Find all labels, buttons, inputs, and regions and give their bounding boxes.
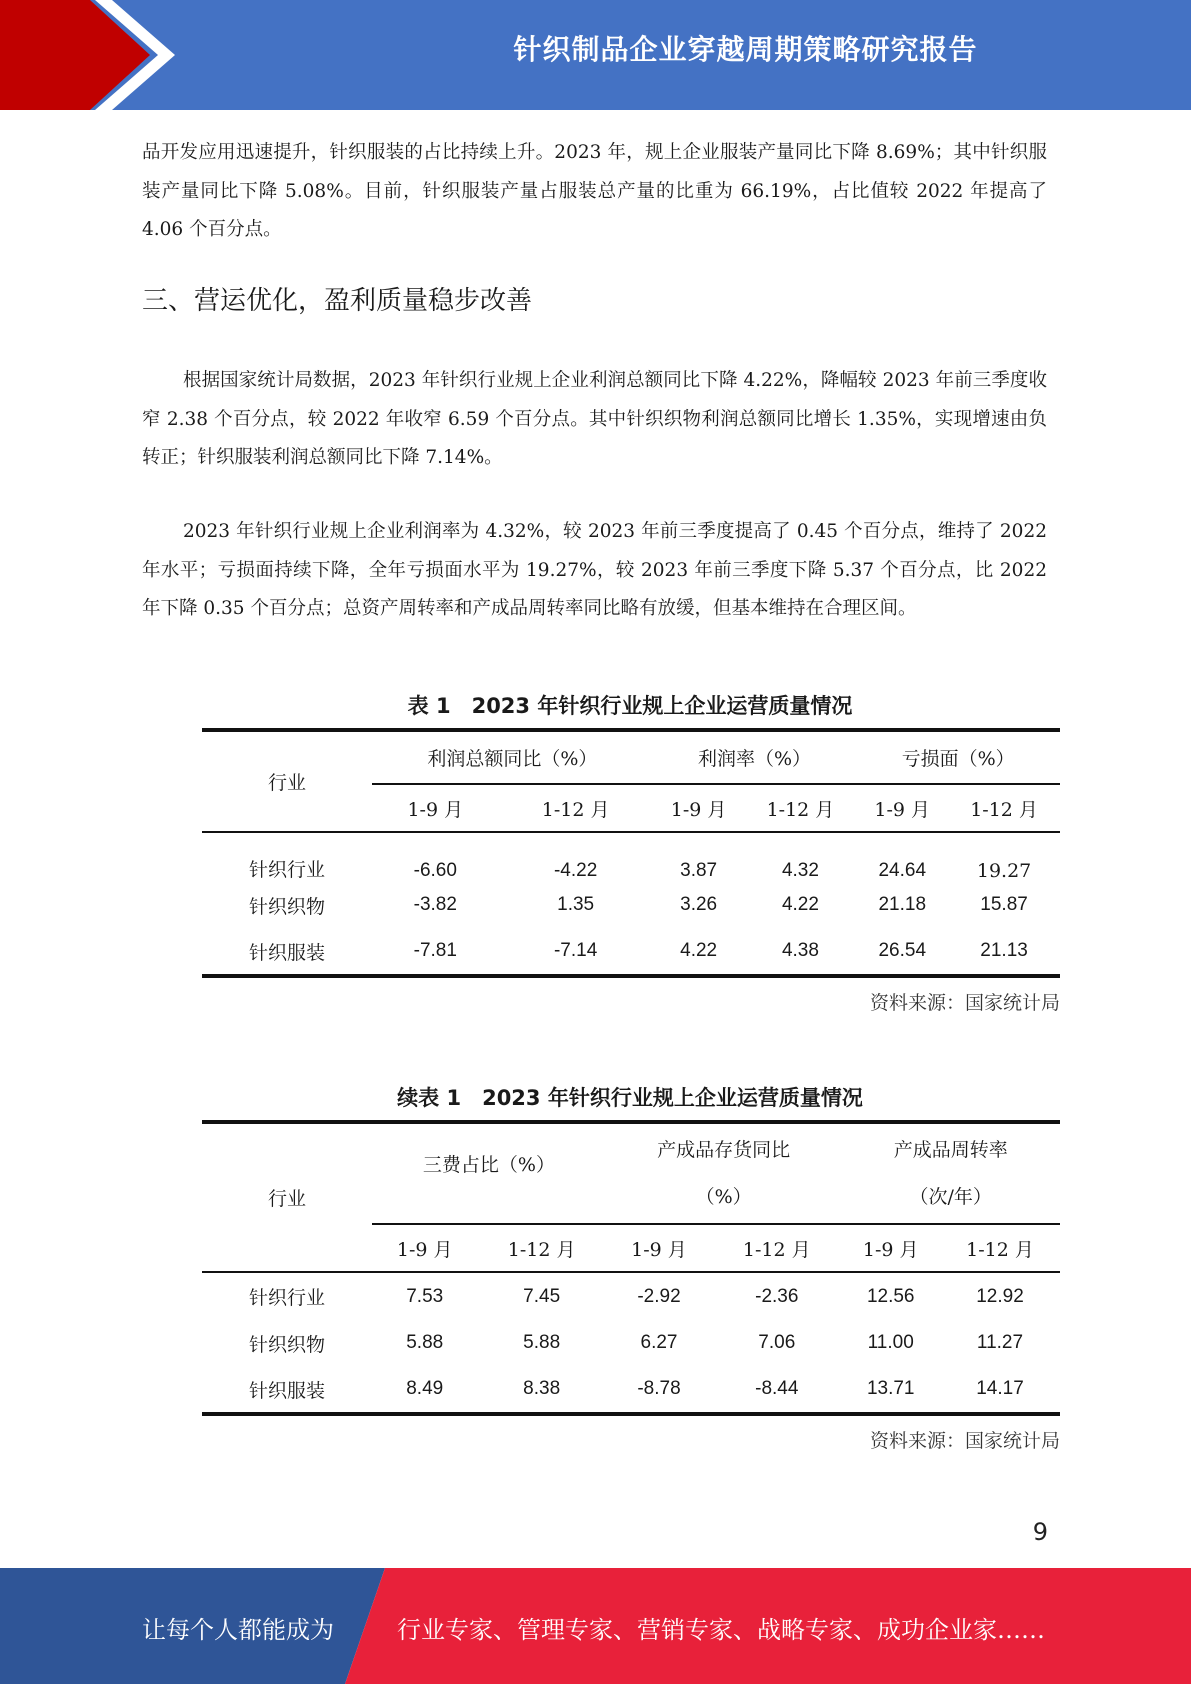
table-1-group-profit: 利润总额同比（%） <box>372 730 653 784</box>
table-cell: 7.53 <box>406 1285 444 1307</box>
table-cell: 13.71 <box>841 1366 940 1414</box>
table-cell: 7.06 <box>758 1332 796 1353</box>
table-cell: 15.87 <box>980 894 1028 915</box>
table-cell: 26.54 <box>856 928 948 976</box>
table-row <box>202 882 1060 928</box>
table-2-industry-header: 行业 <box>202 1122 372 1272</box>
table-2-group-turnover-unit: （次/年） <box>909 1185 992 1208</box>
row-label: 针织织物 <box>248 895 325 918</box>
intro-paragraph-block <box>142 134 1047 250</box>
table-1-industry-header: 行业 <box>202 730 372 832</box>
page-number: 9 <box>1032 1518 1048 1546</box>
profit-paragraph-block <box>142 362 1047 478</box>
table-cell: -4.22 <box>553 860 598 881</box>
table-1-group-margin: 利润率（%） <box>653 730 857 784</box>
table-1-period: 1-12 月 <box>745 784 857 832</box>
table-cell: 3.87 <box>680 860 718 881</box>
table-cell: 4.22 <box>653 928 745 976</box>
table-cell: -8.78 <box>606 1366 712 1414</box>
row-label: 针织织物 <box>248 1333 325 1356</box>
table-cell: -3.82 <box>413 894 457 915</box>
table-cell: 4.22 <box>781 894 819 915</box>
table-2-caption: 续表 1 2023 年针织行业规上企业运营质量情况 <box>397 1086 863 1110</box>
table-1-period: 1-9 月 <box>653 784 745 832</box>
table-2-period: 1-12 月 <box>940 1224 1060 1272</box>
table-2-group-expense <box>372 1122 606 1224</box>
footer-slogan-left: 让每个人都能成为 <box>142 1616 334 1644</box>
table-cell: 21.18 <box>878 894 927 915</box>
table-cell: 8.49 <box>372 1366 477 1414</box>
table-1-caption: 表 1 2023 年针织行业规上企业运营质量情况 <box>407 694 853 718</box>
table-1-period: 1-12 月 <box>499 784 653 832</box>
row-label: 针织服装 <box>202 1366 372 1414</box>
paragraph-1: 品开发应用迅速提升，针织服装的占比持续上升。2023 年，规上企业服装产量同比下降 8.69%；其中针织服装产量同比下降 5.08%。目前，针织服装产量占服装总产量的比重为 66.19%，占比值较 2022 年提高了 4.06 个百分点。 <box>142 142 1047 240</box>
row-label: 针织服装 <box>202 928 372 976</box>
table-cell: 12.56 <box>866 1285 915 1307</box>
row-label: 针织行业 <box>248 859 325 881</box>
table-1-period: 1-9 月 <box>856 784 948 832</box>
table-cell: -2.92 <box>637 1285 681 1307</box>
table-2-group-inventory <box>606 1122 842 1224</box>
table-2 <box>202 1120 1060 1416</box>
table-2-period: 1-9 月 <box>606 1224 712 1272</box>
table-cell: 4.32 <box>781 860 819 881</box>
table-1-period: 1-12 月 <box>948 784 1060 832</box>
table-cell: 5.88 <box>523 1332 561 1353</box>
table-cell: 19.27 <box>976 860 1032 882</box>
table-2-group-inventory-label: 产成品存货同比 <box>657 1138 791 1161</box>
table-1-source: 资料来源：国家统计局 <box>869 992 1060 1014</box>
table-2-group-turnover-label: 产成品周转率 <box>893 1138 1008 1161</box>
footer-slogan-right: 行业专家、管理专家、营销专家、战略专家、成功企业家…… <box>397 1616 1045 1644</box>
page-footer <box>0 1568 1191 1684</box>
table-cell: 11.27 <box>976 1332 1024 1353</box>
table-1 <box>202 728 1060 978</box>
table-2-group-expense-label: 三费占比（%） <box>422 1154 555 1176</box>
table-cell: 24.64 <box>878 860 927 881</box>
table-2-period: 1-9 月 <box>841 1224 940 1272</box>
table-2-period: 1-9 月 <box>372 1224 477 1272</box>
table-cell: -2.36 <box>755 1285 799 1307</box>
table-2-group-turnover <box>841 1122 1060 1224</box>
paragraph-2: 根据国家统计局数据，2023 年针织行业规上企业利润总额同比下降 4.22%，降幅较 2023 年前三季度收窄 2.38 个百分点，较 2022 年收窄 6.59 个百分点。其中针织织物利润总额同比增长 1.35%，实现增速由负转正；针织服装利润总额同比下降 7.14%。 <box>142 370 1047 468</box>
table-2-period: 1-12 月 <box>477 1224 605 1272</box>
table-cell: 12.92 <box>976 1285 1024 1307</box>
table-2-source: 资料来源：国家统计局 <box>869 1430 1060 1452</box>
table-cell: 21.13 <box>948 928 1060 976</box>
table-cell: 1.35 <box>557 894 595 915</box>
table-cell: 7.45 <box>523 1285 561 1307</box>
table-row <box>202 1366 1060 1414</box>
table-cell: 3.26 <box>680 894 718 915</box>
table-cell: -8.44 <box>712 1366 841 1414</box>
table-cell: 8.38 <box>477 1366 605 1414</box>
table-cell: -7.81 <box>372 928 499 976</box>
table-row <box>202 832 1060 882</box>
table-cell: -6.60 <box>413 860 457 881</box>
table-cell: 6.27 <box>640 1332 678 1353</box>
table-1-period: 1-9 月 <box>372 784 499 832</box>
table-1-group-loss: 亏损面（%） <box>856 730 1060 784</box>
table-row <box>202 1320 1060 1366</box>
table-row <box>202 928 1060 976</box>
table-cell: 5.88 <box>406 1332 444 1353</box>
row-label: 针织行业 <box>248 1287 325 1309</box>
paragraph-3: 2023 年针织行业规上企业利润率为 4.32%，较 2023 年前三季度提高了 0.45 个百分点，维持了 2022 年水平；亏损面持续下降，全年亏损面水平为 19.27%，较 2023 年前三季度下降 5.37 个百分点，比 2022 年下降 0.35 个百分点；总资产周转率和产成品周转率同比略有放缓，但基本维持在合理区间。 <box>142 521 1047 619</box>
table-cell: 14.17 <box>940 1366 1060 1414</box>
section-heading: 三、营运优化，盈利质量稳步改善 <box>142 286 533 316</box>
table-2-group-inventory-unit: （%） <box>695 1185 752 1208</box>
table-cell: -7.14 <box>499 928 653 976</box>
report-title: 针织制品企业穿越周期策略研究报告 <box>513 33 978 66</box>
table-cell: 4.38 <box>745 928 857 976</box>
table-cell: 11.00 <box>867 1332 914 1353</box>
page-header <box>0 0 1191 110</box>
table-2-period: 1-12 月 <box>712 1224 841 1272</box>
table-row <box>202 1272 1060 1320</box>
margin-paragraph-block <box>142 513 1047 629</box>
